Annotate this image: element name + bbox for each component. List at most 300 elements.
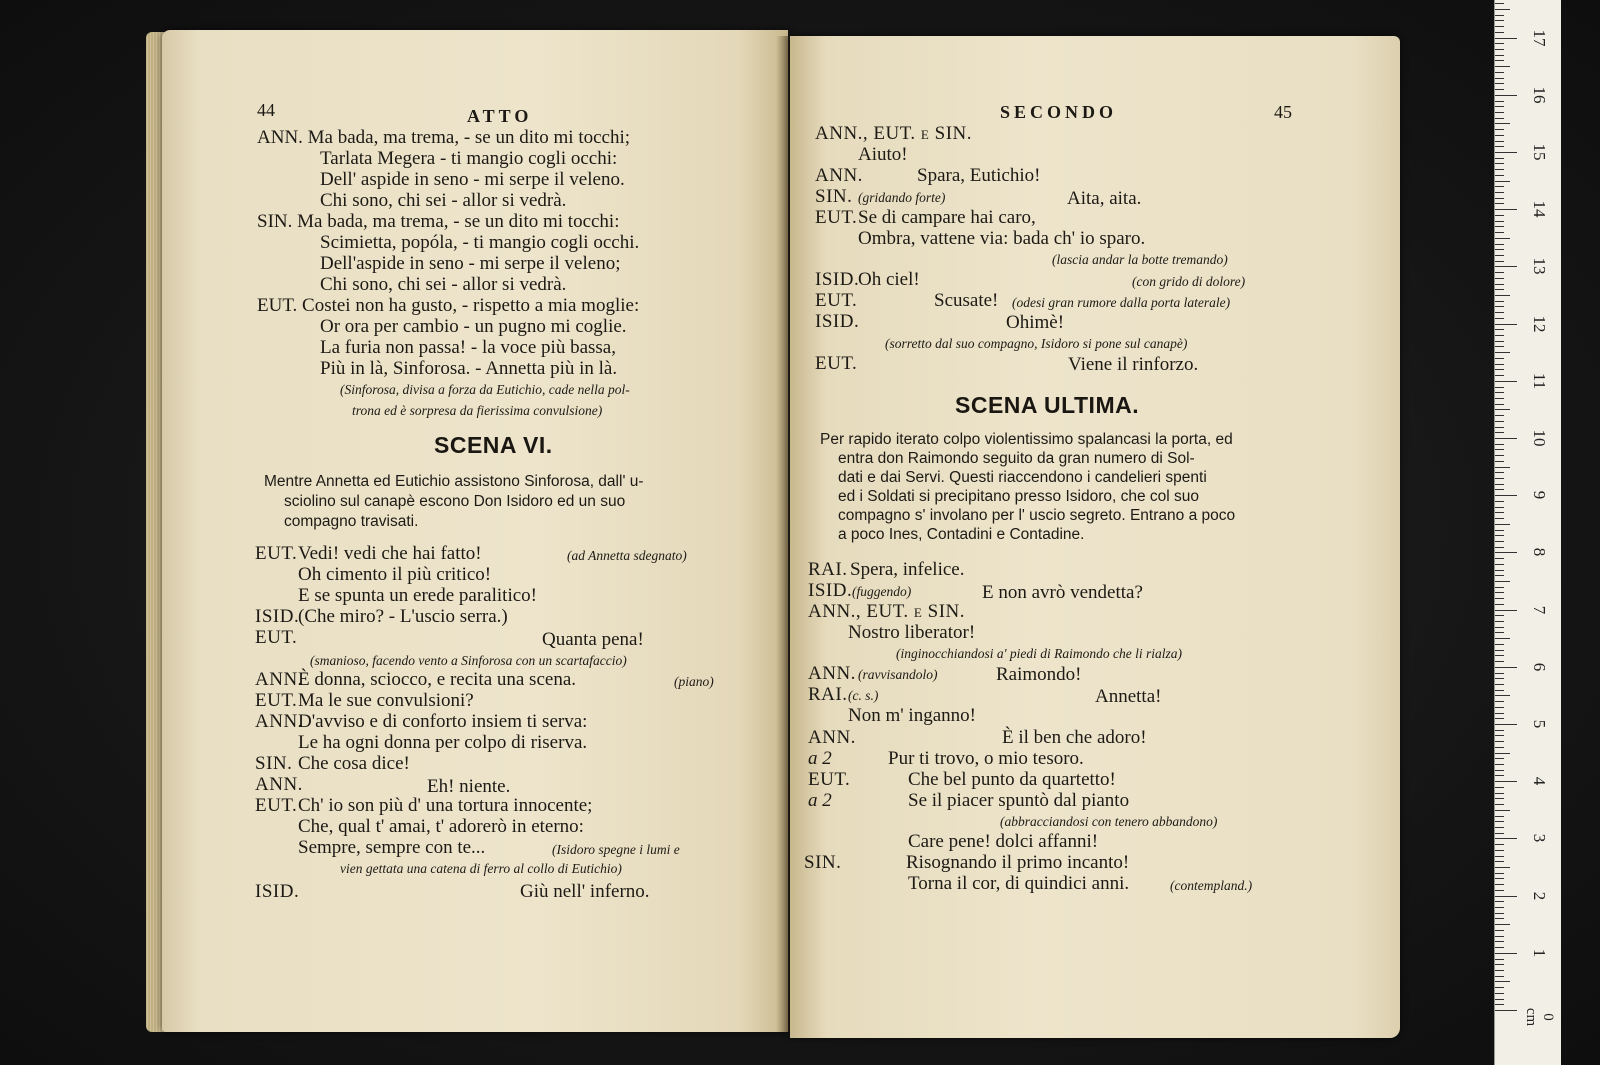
ruler-tick	[1495, 306, 1504, 307]
ruler-tick	[1495, 741, 1504, 742]
ruler-tick	[1495, 404, 1504, 405]
ruler-tick	[1495, 346, 1504, 347]
ruler-tick	[1495, 581, 1510, 582]
ruler-tick	[1495, 781, 1517, 782]
scena-ultima-desc-2: entra don Raimondo seguito da gran numero di Sol-	[838, 450, 1195, 467]
ruler-tick	[1495, 432, 1504, 433]
dialogue-line: Ch' io son più d' una tortura innocente;	[298, 795, 593, 816]
speaker: ISID.	[815, 311, 860, 332]
ruler-number: 3	[1530, 834, 1549, 843]
ruler-tick	[1495, 66, 1510, 67]
ruler-tick	[1495, 118, 1504, 119]
ruler-tick	[1495, 95, 1517, 96]
left-line-10: Or ora per cambio - un pugno mi coglie.	[320, 316, 627, 337]
scene-vi-desc-2: sciolino sul canapè escono Don Isidoro ed un suo	[284, 493, 626, 510]
dialogue-line: Care pene! dolci affanni!	[908, 831, 1099, 852]
ruler-tick	[1495, 564, 1504, 565]
ruler-tick	[1495, 976, 1504, 977]
ruler-tick	[1495, 747, 1504, 748]
ruler-tick	[1495, 598, 1504, 599]
ruler-tick	[1495, 478, 1504, 479]
ruler-number: 12	[1530, 315, 1549, 333]
dialogue-line: Risognando il primo incanto!	[906, 852, 1130, 873]
stage-note: vien gettata una catena di ferro al collo di Eutichio)	[340, 861, 622, 876]
dialogue-line: Oh ciel!	[858, 269, 920, 290]
ruler-tick	[1495, 707, 1504, 708]
ruler-tick	[1495, 312, 1504, 313]
ruler-tick	[1495, 924, 1510, 925]
stage-note: (smanioso, facendo vento a Sinforosa con un scartafaccio)	[310, 653, 627, 668]
ruler-number: 16	[1530, 86, 1549, 104]
speaker: SIN.	[815, 186, 853, 207]
ruler-number: 9	[1530, 490, 1549, 500]
speaker: SIN.	[255, 753, 293, 774]
ruler-number: 5	[1530, 719, 1549, 729]
ruler-tick	[1495, 249, 1504, 250]
scene-vi-desc-1: Mentre Annetta ed Eutichio assistono Sinforosa, dall' u-	[264, 473, 644, 490]
ruler-tick	[1495, 489, 1504, 490]
ruler-tick	[1495, 856, 1504, 857]
ruler-tick	[1495, 192, 1504, 193]
scena-ultima-desc-1: Per rapido iterato colpo violentissimo spalancasi la porta, ed	[820, 431, 1233, 448]
ruler-tick	[1495, 638, 1510, 639]
dialogue-line: Se di campare hai caro,	[858, 207, 1036, 228]
stage-note: (odesi gran rumore dalla porta laterale)	[1012, 295, 1231, 310]
ruler-tick	[1495, 43, 1504, 44]
ruler-tick	[1495, 713, 1504, 714]
ruler-tick	[1495, 987, 1504, 988]
ruler-tick	[1495, 398, 1504, 399]
ruler-tick	[1495, 810, 1510, 811]
stage-note: (gridando forte)	[858, 190, 946, 205]
ruler-tick	[1495, 106, 1504, 107]
dialogue-line: Scusate!	[934, 290, 999, 311]
ruler-tick	[1495, 947, 1504, 948]
left-page-number: 44	[257, 100, 275, 120]
ruler-tick	[1495, 850, 1504, 851]
stage-note: (Isidoro spegne i lumi e	[552, 842, 680, 857]
stage-note: (lascia andar la botte tremando)	[1052, 252, 1228, 267]
ruler-tick	[1495, 272, 1504, 273]
dialogue-line: Le ha ogni donna per colpo di riserva.	[298, 732, 588, 753]
open-book	[140, 22, 1420, 1042]
ruler-tick	[1495, 198, 1504, 199]
dialogue-line: Annetta!	[1095, 686, 1162, 707]
ruler-tick	[1495, 730, 1504, 731]
dialogue-line: Vedi! vedi che hai fatto!	[298, 543, 482, 564]
ruler-tick	[1495, 604, 1504, 605]
speaker: SIN.	[804, 852, 842, 873]
ruler-number: 17	[1530, 29, 1549, 47]
left-line-4: Chi sono, chi sei - allor si vedrà.	[320, 190, 567, 211]
left-line-12: Più in là, Sinforosa. - Annetta più in là.	[320, 358, 618, 379]
ruler-tick	[1495, 867, 1510, 868]
ruler-tick	[1495, 804, 1504, 805]
ruler-tick	[1495, 387, 1504, 388]
ruler-tick	[1495, 335, 1504, 336]
ruler-tick	[1495, 244, 1504, 245]
dialogue-line: Giù nell' inferno.	[520, 881, 650, 902]
speaker: ANN.	[255, 711, 303, 732]
ruler-tick	[1495, 146, 1504, 147]
right-page	[790, 36, 1400, 1038]
speaker: ISID.	[255, 606, 300, 627]
ruler-tick	[1495, 20, 1504, 21]
ruler-tick	[1495, 421, 1504, 422]
ruler-tick	[1495, 861, 1504, 862]
dialogue-line: Sempre, sempre con te...	[298, 837, 486, 858]
ruler-tick	[1495, 718, 1504, 719]
right-page-number: 45	[1274, 102, 1292, 122]
dialogue-line: Aiuto!	[858, 144, 908, 165]
ruler-tick	[1495, 535, 1504, 536]
ruler-tick	[1495, 203, 1504, 204]
speaker: ISID.	[808, 580, 853, 601]
ruler-tick	[1495, 821, 1504, 822]
ruler-tick	[1495, 570, 1504, 571]
ruler-tick	[1495, 838, 1517, 839]
ruler-tick	[1495, 690, 1504, 691]
ruler-tick	[1495, 936, 1504, 937]
ruler-tick	[1495, 844, 1504, 845]
ruler-tick	[1495, 798, 1504, 799]
ruler-number: 6	[1530, 662, 1549, 672]
ruler-tick	[1495, 175, 1504, 176]
ruler-tick	[1495, 381, 1517, 382]
left-line-1: ANN. Ma bada, ma trema, - se un dito mi tocchi;	[257, 127, 631, 148]
ruler-tick	[1495, 816, 1504, 817]
ruler-tick	[1495, 232, 1504, 233]
ruler-tick	[1495, 289, 1504, 290]
ruler-tick	[1495, 678, 1504, 679]
ruler-tick	[1495, 221, 1504, 222]
ruler-tick	[1495, 186, 1504, 187]
ruler-tick	[1495, 455, 1504, 456]
speaker: ANN., EUT. e SIN.	[815, 123, 972, 144]
ruler-tick	[1495, 472, 1504, 473]
ruler-tick	[1495, 770, 1504, 771]
ruler-tick	[1495, 78, 1504, 79]
dialogue-line: Se il piacer spuntò dal pianto	[908, 790, 1130, 811]
ruler-tick	[1495, 558, 1504, 559]
ruler-number: 13	[1530, 257, 1549, 275]
stage-note: (contempland.)	[1170, 878, 1253, 893]
ruler-tick	[1495, 101, 1504, 102]
ruler-tick	[1495, 38, 1517, 39]
ruler-tick	[1495, 884, 1504, 885]
scene-vi-desc-3: compagno travisati.	[284, 513, 419, 530]
scena-ultima-desc-4: ed i Soldati si precipitano presso Isidoro, che col suo	[838, 488, 1200, 505]
ruler-number: 15	[1530, 143, 1549, 161]
stage-note: (fuggendo)	[852, 584, 912, 599]
ruler-tick	[1495, 964, 1504, 965]
ruler-tick	[1495, 266, 1517, 267]
ruler-tick	[1495, 610, 1517, 611]
ruler-tick	[1495, 484, 1504, 485]
dialogue-line: E non avrò vendetta?	[982, 582, 1143, 603]
speaker: ANN.	[815, 165, 863, 186]
speaker: ANN., EUT. e SIN.	[808, 601, 965, 622]
ruler-tick	[1495, 575, 1504, 576]
dialogue-line: È donna, sciocco, e recita una scena.	[298, 669, 577, 690]
ruler-tick	[1495, 918, 1504, 919]
stage-note: (c. s.)	[848, 688, 879, 703]
stage-note: (inginocchiandosi a' piedi di Raimondo che li rialza)	[896, 646, 1182, 661]
ruler-tick	[1495, 392, 1504, 393]
left-line-11: La furia non passa! - la voce più bassa,	[320, 337, 616, 358]
ruler-tick	[1495, 158, 1504, 159]
ruler-tick	[1495, 873, 1504, 874]
ruler-tick	[1495, 215, 1504, 216]
speaker: EUT.	[255, 690, 298, 711]
speaker: EUT.	[815, 207, 858, 228]
ruler-tick	[1495, 284, 1504, 285]
ruler-tick	[1495, 930, 1504, 931]
stage-note: (con grido di dolore)	[1132, 274, 1246, 289]
dialogue-line: Quanta pena!	[542, 629, 644, 650]
speaker: EUT.	[255, 627, 298, 648]
speaker: EUT.	[255, 543, 298, 564]
dialogue-line: Ohimè!	[1006, 312, 1065, 333]
ruler-tick	[1495, 438, 1517, 439]
ruler-tick	[1495, 112, 1504, 113]
ruler-tick	[1495, 89, 1504, 90]
ruler-tick	[1495, 650, 1504, 651]
ruler-tick	[1495, 970, 1504, 971]
ruler-tick	[1495, 415, 1504, 416]
left-line-6: Scimietta, popóla, - ti mangio cogli occhi.	[320, 232, 640, 253]
dialogue-line: Spera, infelice.	[850, 559, 965, 580]
speaker: EUT.	[808, 769, 851, 790]
ruler-number: 14	[1530, 200, 1549, 218]
ruler-tick	[1495, 941, 1504, 942]
ruler-tick	[1495, 83, 1504, 84]
ruler-number: 7	[1530, 605, 1549, 614]
left-line-9: EUT. Costei non ha gusto, - rispetto a mia moglie:	[257, 295, 640, 316]
ruler-tick	[1495, 953, 1517, 954]
ruler-tick	[1495, 226, 1504, 227]
ruler-tick	[1495, 724, 1517, 725]
ruler-tick	[1495, 60, 1504, 61]
stage-note: (piano)	[674, 674, 714, 689]
ruler-tick	[1495, 255, 1504, 256]
ruler-tick	[1495, 644, 1504, 645]
ruler-tick	[1495, 981, 1510, 982]
ruler-tick	[1495, 123, 1510, 124]
left-line-5: SIN. Ma bada, ma trema, - se un dito mi tocchi:	[257, 211, 620, 232]
ruler-tick	[1495, 467, 1510, 468]
ruler-tick	[1495, 341, 1504, 342]
ruler-tick	[1495, 495, 1517, 496]
ruler-tick	[1495, 775, 1504, 776]
ruler-tick	[1495, 449, 1504, 450]
dialogue-line: Che bel punto da quartetto!	[908, 769, 1116, 790]
speaker: a 2	[808, 748, 832, 769]
ruler-tick	[1495, 141, 1504, 142]
ruler-tick	[1495, 364, 1504, 365]
ruler-tick	[1495, 753, 1510, 754]
ruler-tick	[1495, 209, 1517, 210]
dialogue-line: Aita, aita.	[1067, 188, 1142, 209]
ruler-tick	[1495, 758, 1504, 759]
ruler-tick	[1495, 547, 1504, 548]
ruler-tick	[1495, 907, 1504, 908]
dialogue-line: (Che miro? - L'uscio serra.)	[298, 606, 508, 627]
ruler-tick	[1495, 661, 1504, 662]
ruler-tick	[1495, 295, 1510, 296]
dialogue-line: Pur ti trovo, o mio tesoro.	[888, 748, 1084, 769]
right-running-head: SECONDO	[1000, 102, 1118, 122]
speaker: EUT.	[815, 353, 858, 374]
ruler-tick	[1495, 324, 1517, 325]
stage-note: (ravvisandolo)	[858, 667, 938, 682]
dialogue-line: Ombra, vattene via: bada ch' io sparo.	[858, 228, 1146, 249]
ruler-unit-label: 0 cm	[1523, 1007, 1556, 1027]
stage-note: (sorretto dal suo compagno, Isidoro si pone sul canapè)	[885, 336, 1188, 351]
ruler-tick	[1495, 627, 1504, 628]
ruler-tick	[1495, 352, 1510, 353]
ruler-tick	[1495, 587, 1504, 588]
dialogue-line: Spara, Eutichio!	[917, 165, 1041, 186]
scena-ultima-heading: SCENA ULTIMA.	[955, 392, 1140, 418]
ruler-number: 4	[1530, 776, 1549, 786]
ruler-tick	[1495, 552, 1517, 553]
ruler-tick	[1495, 701, 1504, 702]
dialogue-line: Che cosa dice!	[298, 753, 410, 774]
ruler-tick	[1495, 427, 1504, 428]
left-line-2: Tarlata Megera - ti mangio cogli occhi:	[320, 148, 618, 169]
ruler-tick	[1495, 444, 1504, 445]
ruler-tick	[1495, 32, 1504, 33]
dialogue-line: Oh cimento il più critico!	[298, 564, 492, 585]
ruler-tick	[1495, 409, 1510, 410]
ruler-tick	[1495, 329, 1504, 330]
ruler-tick	[1495, 524, 1510, 525]
ruler-tick	[1495, 959, 1504, 960]
left-stage-2: trona ed è sorpresa da fierissima convulsione)	[352, 403, 603, 418]
ruler-tick	[1495, 1010, 1517, 1011]
ruler-tick	[1495, 655, 1504, 656]
speaker: ANN.	[255, 669, 303, 690]
ruler-number: 8	[1530, 548, 1549, 557]
ruler-tick	[1495, 896, 1517, 897]
left-page	[162, 30, 788, 1032]
ruler-tick	[1495, 787, 1504, 788]
ruler-tick	[1495, 913, 1504, 914]
ruler-tick	[1495, 541, 1504, 542]
ruler-tick	[1495, 793, 1504, 794]
dialogue-line: Ma le sue convulsioni?	[298, 690, 474, 711]
ruler-number: 11	[1530, 372, 1549, 389]
ruler-tick	[1495, 1004, 1504, 1005]
speaker: ANN.	[808, 727, 856, 748]
ruler-tick	[1495, 507, 1504, 508]
measurement-ruler	[1494, 0, 1561, 1065]
ruler-tick	[1495, 318, 1504, 319]
scena-ultima-desc-5: compagno s' involano per l' uscio segreto. Entrano a poco	[838, 507, 1236, 524]
ruler-tick	[1495, 764, 1504, 765]
dialogue-line: Eh! niente.	[427, 776, 511, 797]
dialogue-line: Che, qual t' amai, t' adorerò in eterno:	[298, 816, 584, 837]
ruler-tick	[1495, 501, 1504, 502]
left-line-7: Dell'aspide in seno - mi serpe il veleno;	[320, 253, 621, 274]
ruler-tick	[1495, 512, 1504, 513]
speaker: EUT.	[255, 795, 298, 816]
ruler-tick	[1495, 530, 1504, 531]
ruler-tick	[1495, 181, 1510, 182]
scene-vi-heading: SCENA VI.	[434, 432, 553, 458]
dialogue-line: Non m' inganno!	[848, 705, 976, 726]
ruler-tick	[1495, 673, 1504, 674]
ruler-tick	[1495, 375, 1504, 376]
ruler-tick	[1495, 518, 1504, 519]
left-line-3: Dell' aspide in seno - mi serpe il veleno.	[320, 169, 625, 190]
speaker: EUT.	[815, 290, 858, 311]
ruler-tick	[1495, 129, 1504, 130]
ruler-tick	[1495, 667, 1517, 668]
speaker: RAI.	[808, 559, 848, 580]
ruler-tick	[1495, 592, 1504, 593]
dialogue-line: Viene il rinforzo.	[1068, 354, 1199, 375]
left-line-8: Chi sono, chi sei - allor si vedrà.	[320, 274, 567, 295]
stage-note: (abbracciandosi con tenero abbandono)	[1000, 814, 1218, 829]
ruler-tick	[1495, 735, 1504, 736]
speaker: ISID.	[815, 269, 860, 290]
left-running-head: ATTO	[467, 106, 533, 126]
dialogue-line: È il ben che adoro!	[1002, 727, 1147, 748]
ruler-tick	[1495, 878, 1504, 879]
ruler-tick	[1495, 632, 1504, 633]
ruler-tick	[1495, 15, 1504, 16]
ruler-tick	[1495, 695, 1510, 696]
ruler-tick	[1495, 993, 1504, 994]
ruler-tick	[1495, 26, 1504, 27]
stage-note: (ad Annetta sdegnato)	[567, 548, 687, 563]
ruler-tick	[1495, 278, 1504, 279]
dialogue-line: E se spunta un erede paralitico!	[298, 585, 537, 606]
ruler-number: 10	[1530, 429, 1549, 447]
ruler-number: 2	[1530, 891, 1549, 900]
ruler-tick	[1495, 9, 1510, 10]
ruler-tick	[1495, 358, 1504, 359]
ruler-tick	[1495, 49, 1504, 50]
ruler-tick	[1495, 3, 1504, 4]
dialogue-line: D'avviso e di conforto insiem ti serva:	[298, 711, 588, 732]
speaker: RAI.	[808, 684, 848, 705]
ruler-tick	[1495, 901, 1504, 902]
ruler-tick	[1495, 827, 1504, 828]
dialogue-line: Nostro liberator!	[848, 622, 976, 643]
ruler-tick	[1495, 163, 1504, 164]
ruler-tick	[1495, 833, 1504, 834]
speaker: ANN.	[255, 774, 303, 795]
speaker: ANN.	[808, 663, 856, 684]
scena-ultima-desc-6: a poco Ines, Contadini e Contadine.	[838, 526, 1085, 543]
ruler-tick	[1495, 461, 1504, 462]
ruler-tick	[1495, 169, 1504, 170]
dialogue-line: Torna il cor, di quindici anni.	[908, 873, 1130, 894]
ruler-tick	[1495, 238, 1510, 239]
ruler-tick	[1495, 684, 1504, 685]
ruler-tick	[1495, 890, 1504, 891]
scena-ultima-desc-3: dati e dai Servi. Questi riaccendono i candelieri spenti	[838, 469, 1207, 486]
ruler-tick	[1495, 999, 1504, 1000]
dialogue-line: Raimondo!	[996, 664, 1082, 685]
speaker: a 2	[808, 790, 832, 811]
speaker: ISID.	[255, 881, 300, 902]
ruler-tick	[1495, 301, 1504, 302]
ruler-tick	[1495, 615, 1504, 616]
